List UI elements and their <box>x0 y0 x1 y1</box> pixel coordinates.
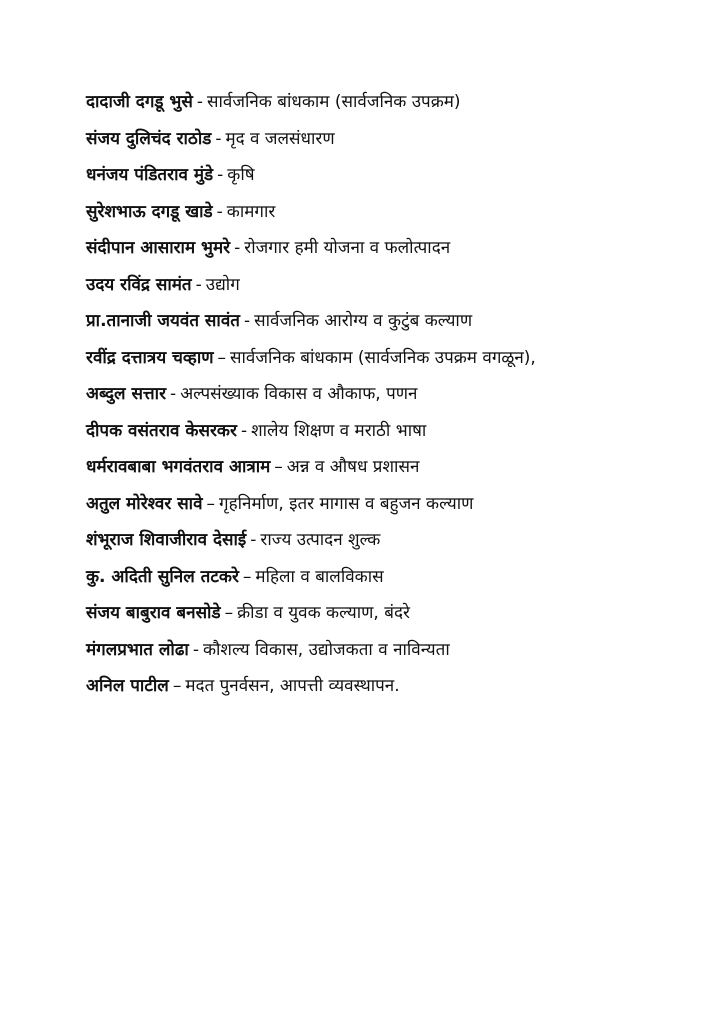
portfolio-text: अन्न व औषध प्रशासन <box>286 457 420 477</box>
separator: - <box>243 311 251 331</box>
separator: – <box>242 566 252 587</box>
minister-name: प्रा.तानाजी जयवंत सावंत <box>86 311 240 331</box>
list-item <box>86 522 706 559</box>
minister-name: सुरेशभाऊ दगडू खाडे <box>86 201 213 222</box>
separator: - <box>216 201 223 222</box>
list-item <box>86 157 706 194</box>
separator: - <box>240 420 248 441</box>
minister-name: दादाजी दगडू भुसे <box>86 92 193 112</box>
minister-name: संदीपान आसाराम भुमरे <box>86 238 231 258</box>
list-item <box>86 668 706 705</box>
list-item <box>86 595 706 632</box>
portfolio-text: सार्वजनिक बांधकाम (सार्वजनिक उपक्रम) <box>207 92 461 112</box>
portfolio-text: अल्पसंख्याक विकास व औकाफ, पणन <box>180 384 418 404</box>
portfolio-text: रोजगार हमी योजना व फलोत्पादन <box>244 238 451 258</box>
list-item <box>86 559 706 596</box>
separator: - <box>234 238 241 258</box>
list-item <box>86 486 706 523</box>
portfolio-text: सार्वजनिक बांधकाम (सार्वजनिक उपक्रम वगळून), <box>230 347 536 368</box>
minister-name: शंभूराज शिवाजीराव देसाई <box>86 530 247 550</box>
minister-name: अनिल पाटील <box>86 676 169 696</box>
list-item <box>86 84 706 121</box>
minister-name: अतुल मोरेश्वर सावे <box>86 493 203 514</box>
minister-name: अब्दुल सत्तार <box>86 384 167 404</box>
separator: – <box>274 457 283 477</box>
separator: - <box>217 165 224 185</box>
list-item <box>86 340 706 377</box>
list-item <box>86 121 706 158</box>
minister-name: उदय रविंद्र सामंत <box>86 274 192 295</box>
portfolio-text: महिला व बालविकास <box>255 566 384 587</box>
portfolio-text: राज्य उत्पादन शुल्क <box>260 530 381 550</box>
portfolio-text: मृद व जलसंधारण <box>225 128 335 149</box>
minister-name: संजय बाबुराव बनसोडे <box>86 603 221 623</box>
minister-name: मंगलप्रभात लोढा <box>86 639 189 660</box>
portfolio-text: उद्योग <box>205 274 240 295</box>
minister-name: धर्मरावबाबा भगवंतराव आत्राम <box>86 457 271 477</box>
separator: - <box>215 128 222 149</box>
list-item <box>86 230 706 267</box>
separator: - <box>192 639 199 660</box>
portfolio-text: गृहनिर्माण, इतर मागास व बहुजन कल्याण <box>219 493 474 514</box>
portfolio-text: शालेय शिक्षण व मराठी भाषा <box>251 420 427 441</box>
list-item <box>86 632 706 669</box>
minister-name: रवींद्र दत्तात्रय चव्हाण <box>86 347 214 368</box>
list-item <box>86 267 706 304</box>
list-item <box>86 194 706 231</box>
list-item <box>86 303 706 340</box>
portfolio-text: मदत पुनर्वसन, आपत्ती व्यवस्थापन. <box>185 676 400 696</box>
list-item <box>86 413 706 450</box>
separator: – <box>224 603 234 623</box>
portfolio-text: क्रीडा व युवक कल्याण, बंदरे <box>237 603 410 623</box>
separator: – <box>172 676 182 696</box>
separator: - <box>250 530 257 550</box>
separator: - <box>170 384 177 404</box>
separator: - <box>195 274 202 295</box>
separator: – <box>217 347 227 368</box>
separator: – <box>206 493 216 514</box>
minister-name: संजय दुलिचंद राठोड <box>86 128 212 149</box>
minister-name: कु. अदिती सुनिल तटकरे <box>86 566 239 587</box>
minister-portfolio-list <box>86 84 706 705</box>
list-item <box>86 376 706 413</box>
list-item <box>86 449 706 486</box>
portfolio-text: कौशल्य विकास, उद्योजकता व नाविन्यता <box>202 639 450 660</box>
portfolio-text: सार्वजनिक आरोग्य व कुटुंब कल्याण <box>254 311 473 331</box>
portfolio-text: कामगार <box>226 201 276 222</box>
separator: - <box>196 92 203 112</box>
minister-name: धनंजय पंडितराव मुंडे <box>86 165 214 185</box>
minister-name: दीपक वसंतराव केसरकर <box>86 420 237 441</box>
portfolio-text: कृषि <box>227 165 255 185</box>
